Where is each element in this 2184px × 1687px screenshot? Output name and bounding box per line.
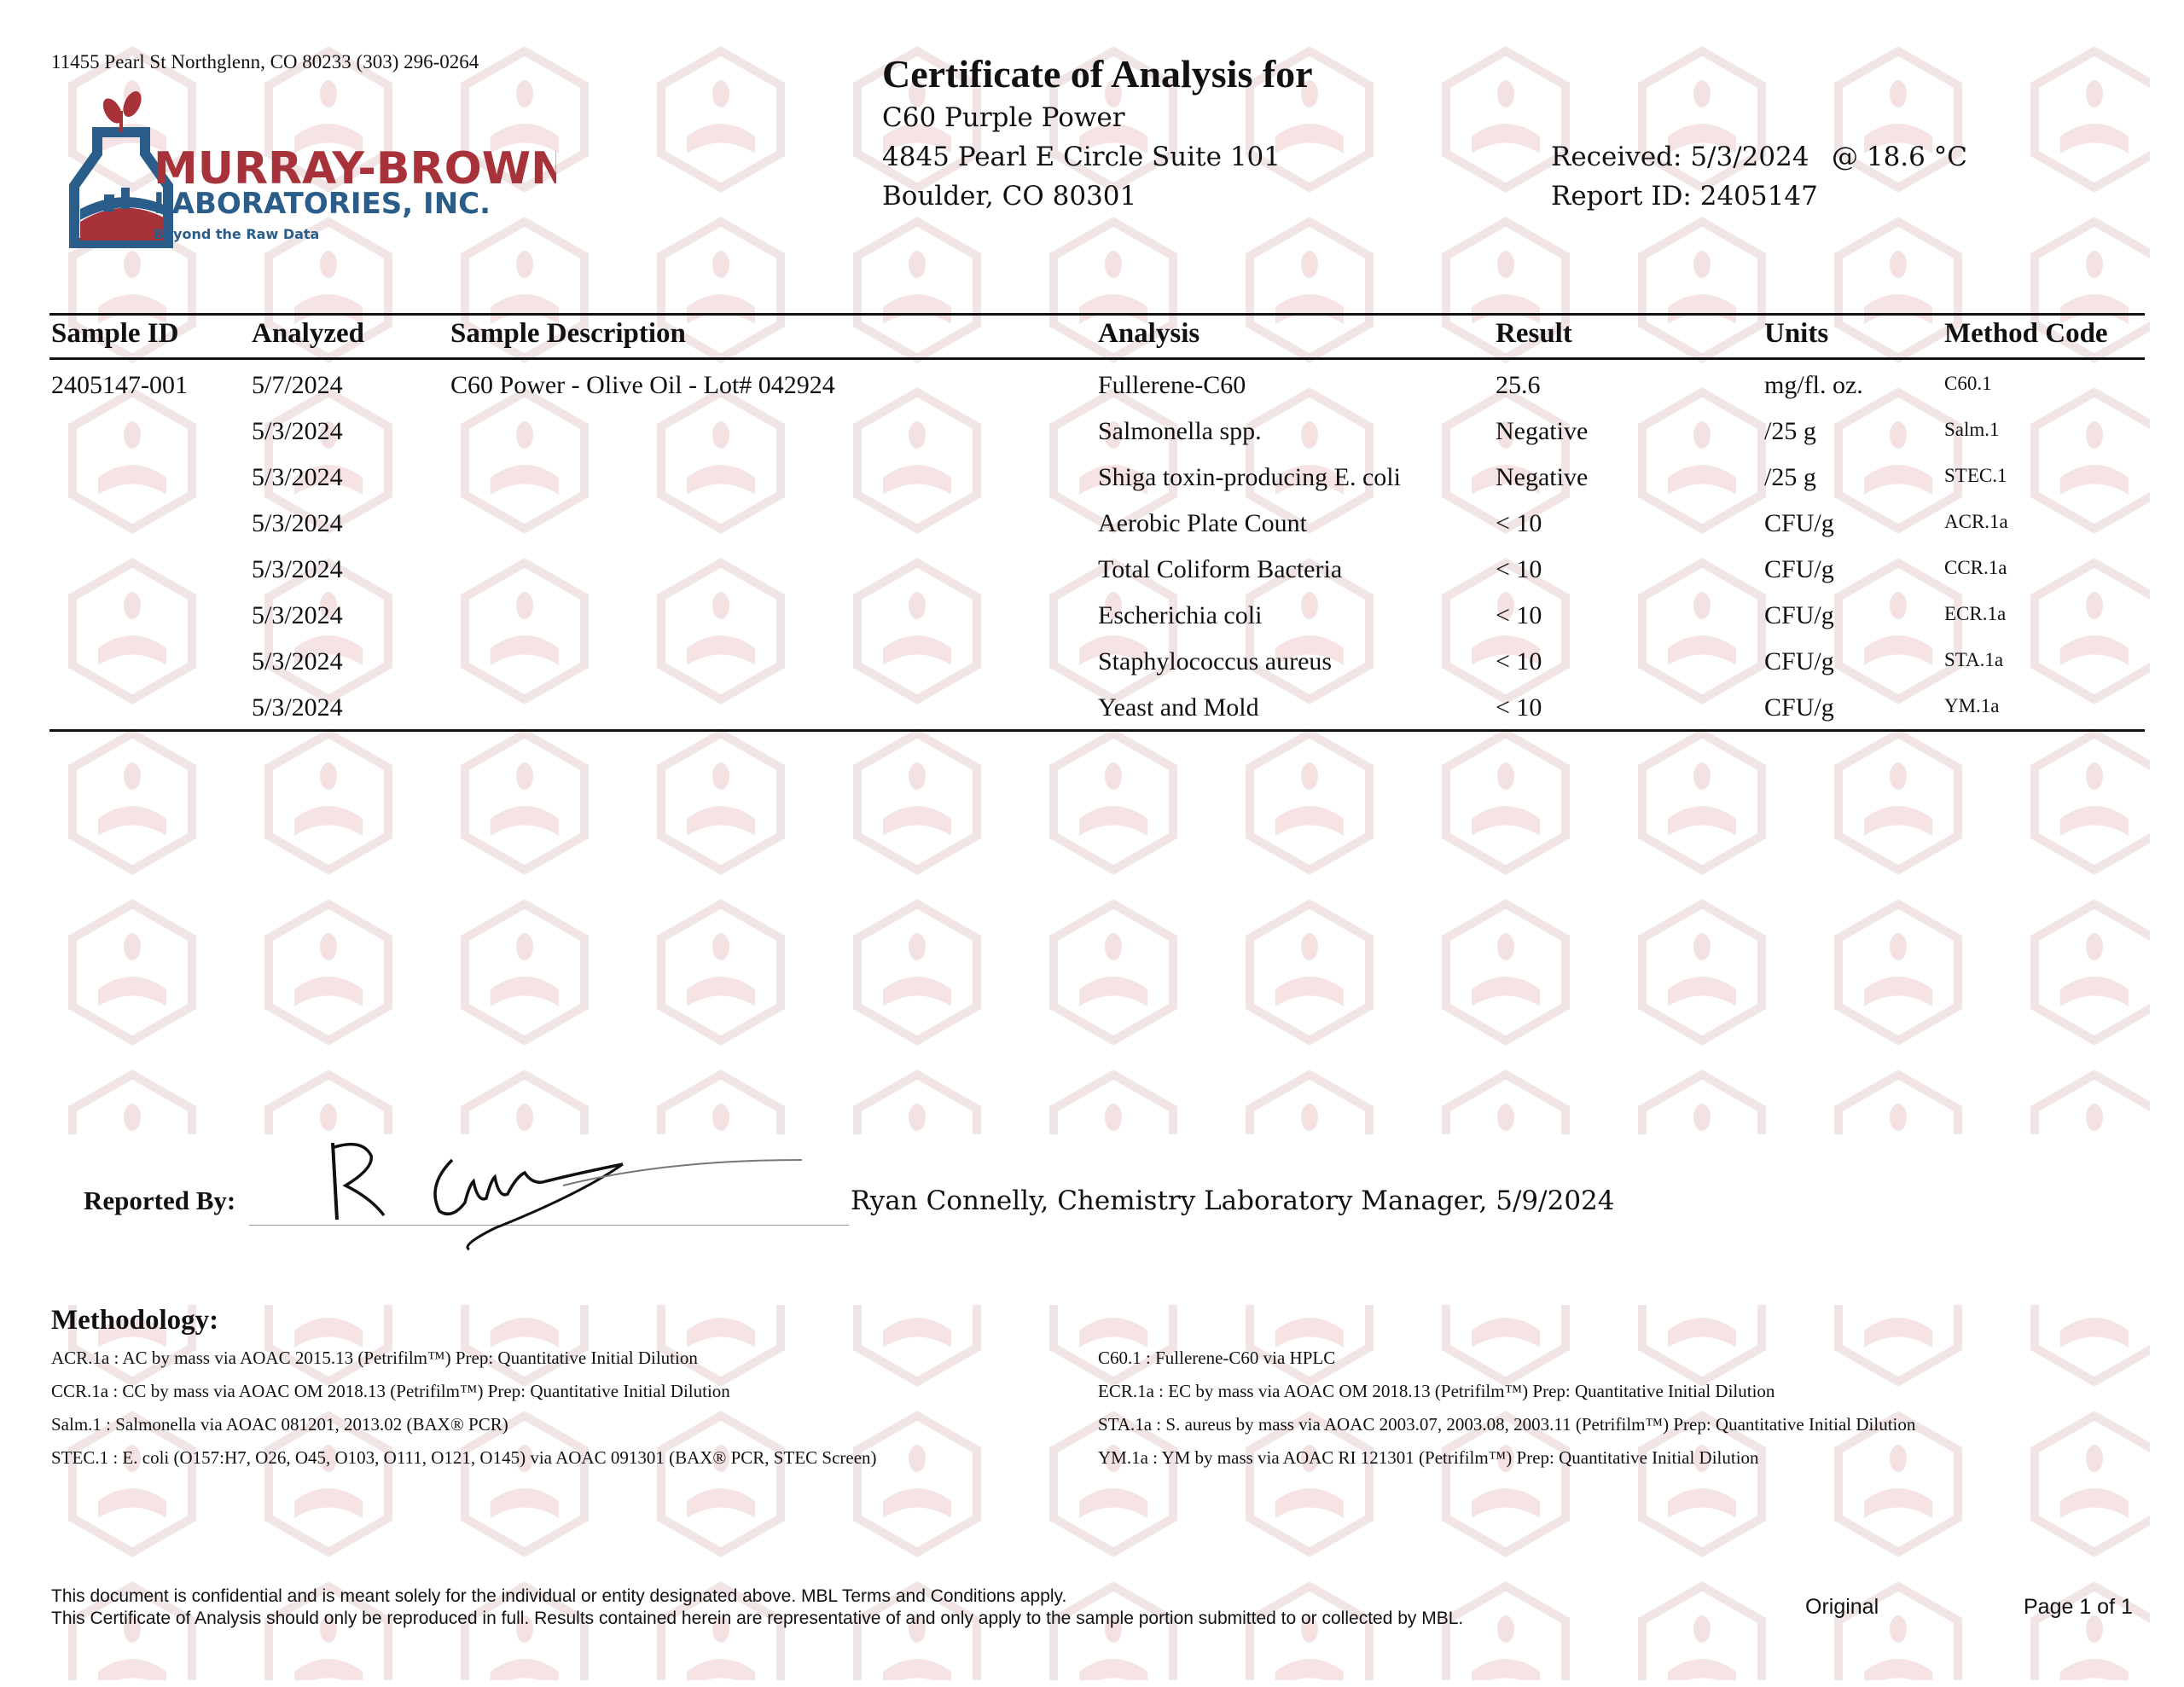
report-id-label: Report ID: [1551, 181, 1692, 212]
cell-method: STEC.1 [1944, 465, 2007, 486]
table-top-rule [49, 313, 2145, 316]
logo-name: MURRAY-BROWN [154, 143, 556, 194]
methodology-item: Salm.1 : Salmonella via AOAC 081201, 2013.02 (BAX® PCR) [51, 1414, 508, 1435]
cell-description: C60 Power - Olive Oil - Lot# 042924 [450, 371, 835, 399]
cell-result: Negative [1496, 463, 1589, 491]
lab-address: 11455 Pearl St Northglenn, CO 80233 (303) 296-0264 [51, 51, 479, 72]
cell-analysis: Yeast and Mold [1098, 693, 1259, 722]
col-header-analysis: Analysis [1098, 318, 1200, 349]
table-bottom-rule [49, 729, 2145, 732]
cell-result: < 10 [1496, 601, 1542, 629]
received-temp: @ 18.6 °C [1832, 142, 1967, 172]
cell-method: STA.1a [1944, 649, 2004, 670]
table-header-rule [49, 357, 2145, 360]
cell-sample-id: 2405147-001 [51, 371, 188, 399]
cell-analyzed: 5/3/2024 [252, 417, 343, 445]
methodology-item: YM.1a : YM by mass via AOAC RI 121301 (Petrifilm™) Prep: Quantitative Initial Dilution [1098, 1447, 1759, 1468]
methodology-item: ACR.1a : AC by mass via AOAC 2015.13 (Petrifilm™) Prep: Quantitative Initial Dilution [51, 1348, 698, 1368]
reported-by-signer: Ryan Connelly, Chemistry Laboratory Manager, 5/9/2024 [851, 1186, 1615, 1216]
cell-result: Negative [1496, 417, 1589, 445]
client-name: C60 Purple Power [882, 102, 1125, 133]
cell-units: CFU/g [1764, 647, 1834, 675]
logo-tagline: Beyond the Raw Data [154, 226, 320, 242]
cell-result: < 10 [1496, 693, 1542, 722]
page-number: Page 1 of 1 [2024, 1595, 2133, 1619]
footer-reproduction: This Certificate of Analysis should only be reproduced in full. Results contained herein are representative of and only apply to the sample portion submitted to or collected by MBL. [51, 1609, 1464, 1628]
cell-analyzed: 5/3/2024 [252, 647, 343, 675]
company-logo [44, 85, 556, 256]
methodology-item: STEC.1 : E. coli (O157:H7, O26, O45, O103, O111, O121, O145) via AOAC 091301 (BAX® PCR, STEC Screen) [51, 1447, 877, 1468]
cell-analyzed: 5/7/2024 [252, 371, 343, 399]
logo-sub: LABORATORIES, INC. [154, 187, 491, 221]
cell-analyzed: 5/3/2024 [252, 463, 343, 491]
cell-units: CFU/g [1764, 693, 1834, 722]
methodology-item: ECR.1a : EC by mass via AOAC OM 2018.13 (Petrifilm™) Prep: Quantitative Initial Dilution [1098, 1381, 1775, 1401]
cell-result: < 10 [1496, 555, 1542, 583]
cell-units: mg/fl. oz. [1764, 371, 1863, 399]
methodology-item: CCR.1a : CC by mass via AOAC OM 2018.13 (Petrifilm™) Prep: Quantitative Initial Dilution [51, 1381, 730, 1401]
cell-analysis: Escherichia coli [1098, 601, 1263, 629]
cell-method: YM.1a [1944, 695, 2000, 716]
cell-method: C60.1 [1944, 373, 1992, 394]
cell-result: < 10 [1496, 509, 1542, 537]
cell-analysis: Staphylococcus aureus [1098, 647, 1333, 675]
received-info [1551, 142, 1809, 172]
methodology-item: STA.1a : S. aureus by mass via AOAC 2003.07, 2003.08, 2003.11 (Petrifilm™) Prep: Quantitative Initial Dilution [1098, 1414, 1916, 1435]
cell-method: ACR.1a [1944, 511, 2008, 532]
methodology-title: Methodology: [51, 1305, 219, 1336]
cell-result: < 10 [1496, 647, 1542, 675]
cell-analysis: Fullerene-C60 [1098, 371, 1246, 399]
reported-by-label: Reported By: [84, 1186, 236, 1215]
col-header-analyzed: Analyzed [252, 318, 364, 349]
cell-analysis: Salmonella spp. [1098, 417, 1262, 445]
cell-analyzed: 5/3/2024 [252, 693, 343, 722]
client-street: 4845 Pearl E Circle Suite 101 [882, 142, 1281, 172]
cell-analyzed: 5/3/2024 [252, 509, 343, 537]
signature-image [324, 1134, 853, 1271]
col-header-result: Result [1496, 318, 1572, 349]
cell-analysis: Shiga toxin-producing E. coli [1098, 463, 1401, 491]
cell-method: Salm.1 [1944, 419, 2000, 440]
col-header-description: Sample Description [450, 318, 686, 349]
report-id-line [1551, 181, 1818, 212]
cell-units: /25 g [1764, 463, 1816, 491]
col-header-method-code: Method Code [1944, 318, 2108, 349]
col-header-units: Units [1764, 318, 1829, 349]
received-label: Received: [1551, 142, 1682, 172]
received-date: 5/3/2024 [1690, 142, 1809, 172]
page-title: Certificate of Analysis for [882, 52, 1313, 96]
cell-analyzed: 5/3/2024 [252, 555, 343, 583]
cell-analysis: Aerobic Plate Count [1098, 509, 1307, 537]
document-status: Original [1805, 1595, 1879, 1619]
methodology-item: C60.1 : Fullerene-C60 via HPLC [1098, 1348, 1336, 1368]
cell-units: /25 g [1764, 417, 1816, 445]
cell-analyzed: 5/3/2024 [252, 601, 343, 629]
cell-units: CFU/g [1764, 509, 1834, 537]
cell-units: CFU/g [1764, 555, 1834, 583]
cell-method: ECR.1a [1944, 603, 2007, 624]
cell-analysis: Total Coliform Bacteria [1098, 555, 1343, 583]
col-header-sample-id: Sample ID [51, 318, 179, 349]
cell-method: CCR.1a [1944, 557, 2007, 578]
cell-result: 25.6 [1496, 371, 1541, 399]
cell-units: CFU/g [1764, 601, 1834, 629]
client-city: Boulder, CO 80301 [882, 181, 1137, 212]
footer-confidential: This document is confidential and is meant solely for the individual or entity designated above. MBL Terms and Conditions apply. [51, 1586, 1067, 1606]
report-id: 2405147 [1699, 181, 1818, 212]
